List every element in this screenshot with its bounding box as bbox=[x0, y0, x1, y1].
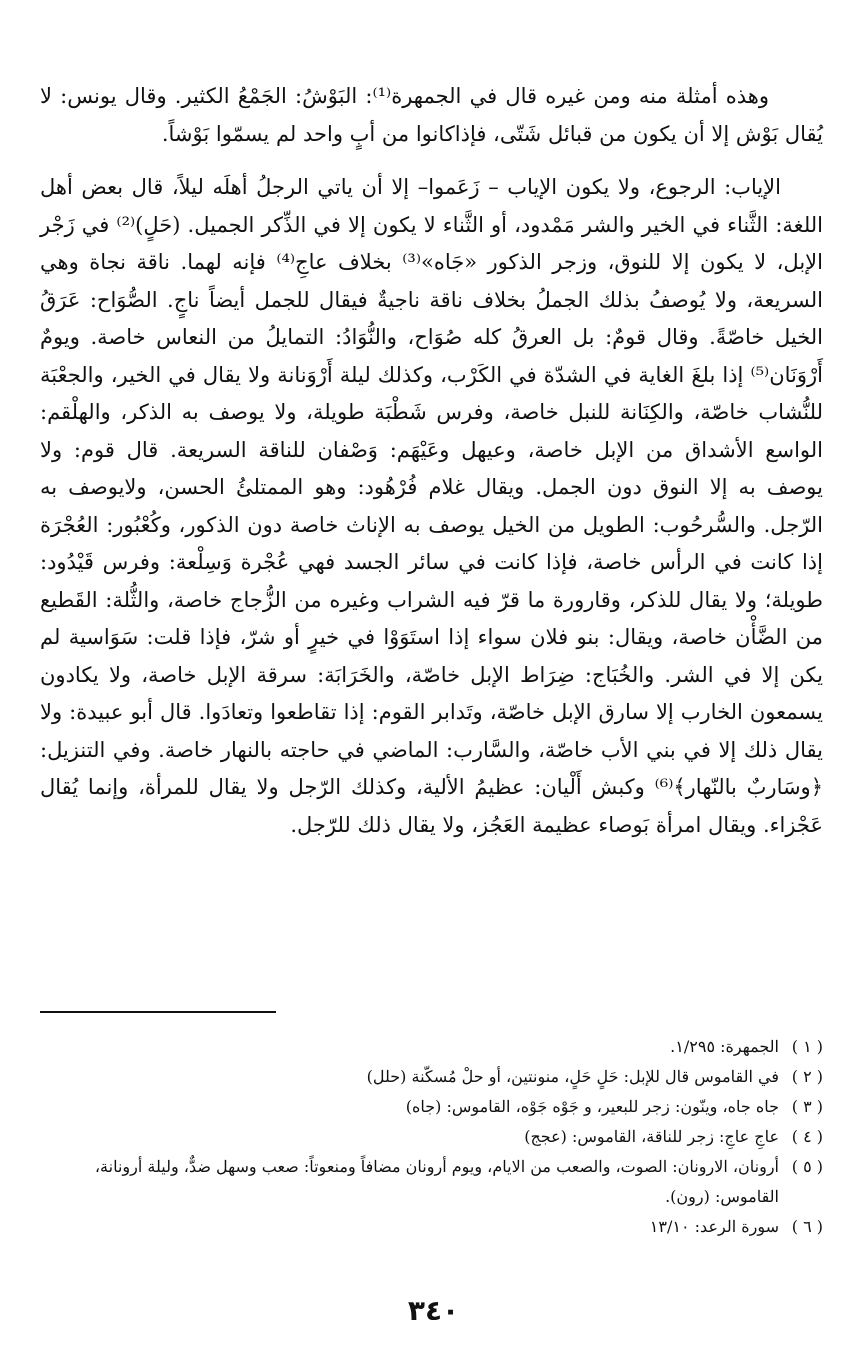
footnote-separator bbox=[40, 1011, 276, 1013]
footnote-text: أرونان، الارونان: الصوت، والصعب من الايام، ويوم أرونان مضافاً ومنعوتاً: صعب وسهل ضدٌّ، وليلة أرونانة، القاموس: (رون). bbox=[94, 1157, 779, 1206]
main-text bbox=[40, 78, 823, 844]
footnote-text: جاه جاه، وينّون: زجر للبعير، و جَوْه جَوْه، القاموس: (جاه) bbox=[405, 1097, 779, 1116]
footnote-1 bbox=[40, 1032, 823, 1062]
footnote-text: الجمهرة: ١/٢٩٥. bbox=[670, 1037, 779, 1056]
footnote-text: في القاموس قال للإبل: حَلٍ حَلٍ، منونتين، أو حلْ مُسكّنة (حلل) bbox=[366, 1067, 779, 1086]
footnote-number: ( ٦ ) bbox=[791, 1217, 823, 1236]
footnote-5 bbox=[40, 1152, 823, 1212]
footnote-text: عاجِ عاجِ: زجر للناقة، القاموس: (عجج) bbox=[524, 1127, 779, 1146]
footnote-3 bbox=[40, 1092, 823, 1122]
footnote-6 bbox=[40, 1212, 823, 1242]
footnotes bbox=[40, 1032, 823, 1242]
paragraph-2: الإياب: الرجوع، ولا يكون الإياب – زَعَموا– إلا أن ياتي الرجلُ أهلَه ليلاً، قال بعض أهل اللغة: الثَّناء في الخير والشر مَمْدود، أو الثَّناء لا يكون إلا في الذِّكر الجميل. (حَلٍ)⁽²⁾ في زَجْر الإبل، لا يكون إلا للنوق، وزجر الذكور «جَاه»⁽³⁾ بخلاف عاجِ⁽⁴⁾ فإنه لهما. ناقة نجاة وهي السريعة، ولا يُوصفُ بذلك الجملُ بخلاف ناقة ناجيةٌ فيقال للجمل أيضاً ناجٍ. الصُّوَاح: عَرَقُ الخيل خاصّةً. وقال قومٌ: بل العرقُ كله صُوَاح، والنُّوَادُ: التمايلُ من النعاس خاصة. ويومٌ أَرْوَنَان⁽⁵⁾ إذا بلغَ الغاية في الشدّة في الكَرْب، وكذلك ليلة أَرْوَنانة ولا يقال في الخير، والجعْبَة للنُّشاب خاصّة، والكِنَانة للنبل خاصة، وفرس شَطْبَة طويلة، ولا يوصف به الذكر، والهلْقم: الواسع الأشداق من الإبل خاصة، وعيهل وعَيْهَم: وَصْفان للناقة السريعة. قال قوم: ولا يوصف به إلا النوق دون الجمل. ويقال غلام فُرْهُود: وهو الممتلئُ الحسن، ولايوصف به الرّجل. والسُّرحُوب: الطويل من الخيل يوصف به الإناث خاصة دون الذكور، وكُعْبُور: العُجْرَة إذا كانت في الرأس خاصة، فإذا كانت في سائر الجسد فهي عُجْرة وَسِلْعة: وفرس قَيْدُود: طويلة؛ ولا يقال للذكر، وقارورة ما قرّ فيه الشراب وغيره من الزُّجاج خاصة، والثُّلة: القَطيع من الضَّأْن خاصة، ويقال: بنو فلان سواء إذا استَوَوْا في خيرٍ أو شرّ، فإذا قلت: سَوَاسية لم يكن إلا في الشر. والخُبَاج: ضِرَاط الإبل خاصّة، والخَرَابَة: سرقة الإبل خاصة، ولا يكادون يسمعون الخارب إلا سارق الإبل خاصّة، وتَدابر القوم: إذا تقاطعوا وتعادَوا. قال أبو عبيدة: ولا يقال ذلك إلا في بني الأب خاصّة، والسَّارب: الماضي في حاجته بالنهار خاصة. وفي التنزيل: ﴿وسَاربٌ بالنّهار﴾⁽⁶⁾ وكبش أَلْيان: عظيمُ الألية، وكذلك الرّجل ولا يقال للمرأة، وإنما يُقال عَجْزاء. ويقال امرأة بَوصاء عظيمة العَجُز، ولا يقال ذلك للرّجل. bbox=[40, 175, 824, 837]
page-number: ٣٤٠ bbox=[407, 1294, 460, 1327]
paragraph-1: وهذه أمثلة منه ومن غيره قال في الجمهرة⁽¹⁾: البَوْشُ: الجَمْعُ الكثير. وقال يونس: لا يُقال بَوْش إلا أن يكون من قبائل شَتّى، فإذاكانوا من أبٍ واحد لم يسمّوا بَوْشاً. bbox=[40, 84, 823, 146]
footnote-number: ( ٢ ) bbox=[791, 1067, 823, 1086]
footnote-number: ( ١ ) bbox=[791, 1037, 823, 1056]
footnote-4 bbox=[40, 1122, 823, 1152]
footnote-number: ( ٥ ) bbox=[791, 1157, 823, 1176]
footnote-text: سورة الرعد: ١٣/١٠ bbox=[649, 1217, 779, 1236]
footnote-number: ( ٣ ) bbox=[791, 1097, 823, 1116]
footnote-number: ( ٤ ) bbox=[791, 1127, 823, 1146]
footnote-2 bbox=[40, 1062, 823, 1092]
